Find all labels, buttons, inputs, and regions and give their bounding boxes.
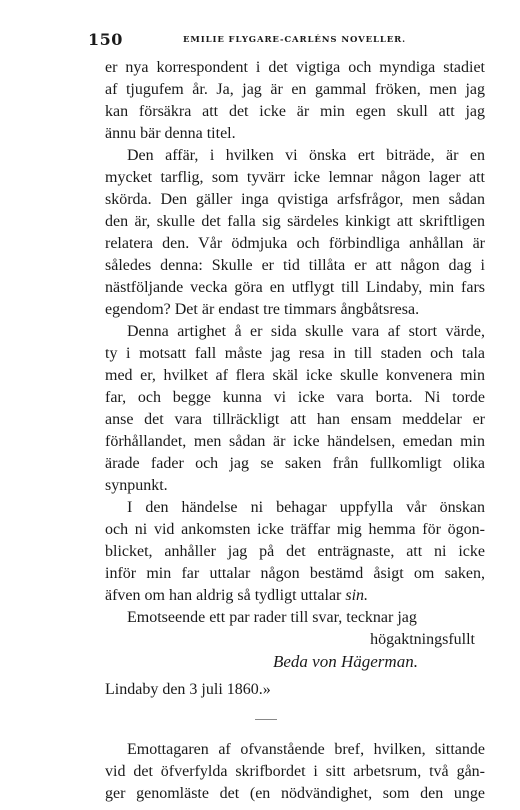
text-line: blicket, anhåller jag på det enträgnaste, att ni icke: [105, 543, 485, 560]
separator-rule: [255, 719, 277, 720]
body-text: [105, 57, 485, 805]
paragraph-4: [105, 497, 485, 607]
paragraph-2: [105, 145, 485, 321]
text-line: förhållandet, men sådan är icke händelsen, emedan min: [105, 433, 485, 450]
text-line: Den affär, i hvilken vi önska ert biträde, är en: [127, 147, 485, 164]
text-line: kan försäkra att det icke är min egen skull att jag: [105, 103, 485, 120]
text-line: således denna: Skulle er tid tillåta er att någon dag i: [105, 257, 485, 274]
text-line: och ni vid ankomsten icke träffar mig hemma för ögon-: [105, 521, 485, 538]
text-line: egendom? Det är endast tre timmars ångbåtsresa.: [105, 301, 420, 318]
text-line: ännu bär denna titel.: [105, 125, 236, 142]
text-span: äfven om han aldrig så tydligt uttalar: [105, 587, 342, 604]
text-line: mycket tarflig, som tyvärr icke lemnar någon lager att: [105, 169, 485, 186]
text-line: [105, 585, 485, 607]
signoff: högaktningsfullt: [370, 631, 475, 648]
italic-word: sin.: [345, 587, 369, 604]
text-line: inför min far uttalar någon bestämd åsigt om saken,: [105, 565, 485, 582]
closing-line: Emotseende ett par rader till svar, tecknar jag: [127, 609, 417, 626]
text-line: anse det vara tillräckligt att han ensam meddelar er: [105, 411, 485, 428]
text-line: er nya korrespondent i det vigtiga och myndiga stadiet: [105, 59, 485, 76]
text-line: vid det öfverfylda skrifbordet i sitt arbetsrum, två gån-: [105, 763, 485, 780]
running-head: EMILIE FLYGARE-CARLÉNS NOVELLER.: [183, 35, 406, 45]
paragraph-3: [105, 321, 485, 497]
letter-closing: [105, 607, 485, 701]
text-line: ger genomläste det (en nödvändighet, som den unge: [105, 785, 485, 802]
text-line: far, och begge kunna vi icke vara borta. Ni torde: [105, 389, 485, 406]
page-number: 150: [88, 30, 123, 49]
paragraph-5: [105, 739, 485, 805]
text-line: relatera den. Vår ödmjuka och förbindliga anhållan är: [105, 235, 485, 252]
text-line: synpunkt.: [105, 477, 168, 494]
page-header: [78, 30, 488, 50]
text-line: nästföljande vecka göra en utflygt till Lindaby, min fars: [105, 279, 485, 296]
dateline: Lindaby den 3 juli 1860.»: [105, 681, 271, 698]
paragraph-1: [105, 57, 485, 145]
text-line: ärade fader och jag se saken från fullkomligt olika: [105, 455, 485, 472]
text-line: skörda. Den gäller inga qvistiga arfsfrågor, men sådan: [105, 191, 485, 208]
text-line: Emottagaren af ofvanstående bref, hvilken, sittande: [127, 741, 485, 758]
section-separator: [105, 701, 485, 739]
text-line: I den händelse ni behagar uppfylla vår önskan: [127, 499, 485, 516]
text-line: den är, skulle det falla sig särdeles kinkigt att skriftligen: [105, 213, 485, 230]
signature: Beda von Hägerman.: [273, 652, 418, 671]
text-line: ty i motsatt fall måste jag resa in till staden och tala: [105, 345, 485, 362]
text-line: Denna artighet å er sida skulle vara af stort värde,: [127, 323, 485, 340]
text-line: med er, hvilket af flera skäl icke skulle konvenera min: [105, 367, 485, 384]
text-line: af tjugufem år. Ja, jag är en gammal fröken, men jag: [105, 81, 485, 98]
